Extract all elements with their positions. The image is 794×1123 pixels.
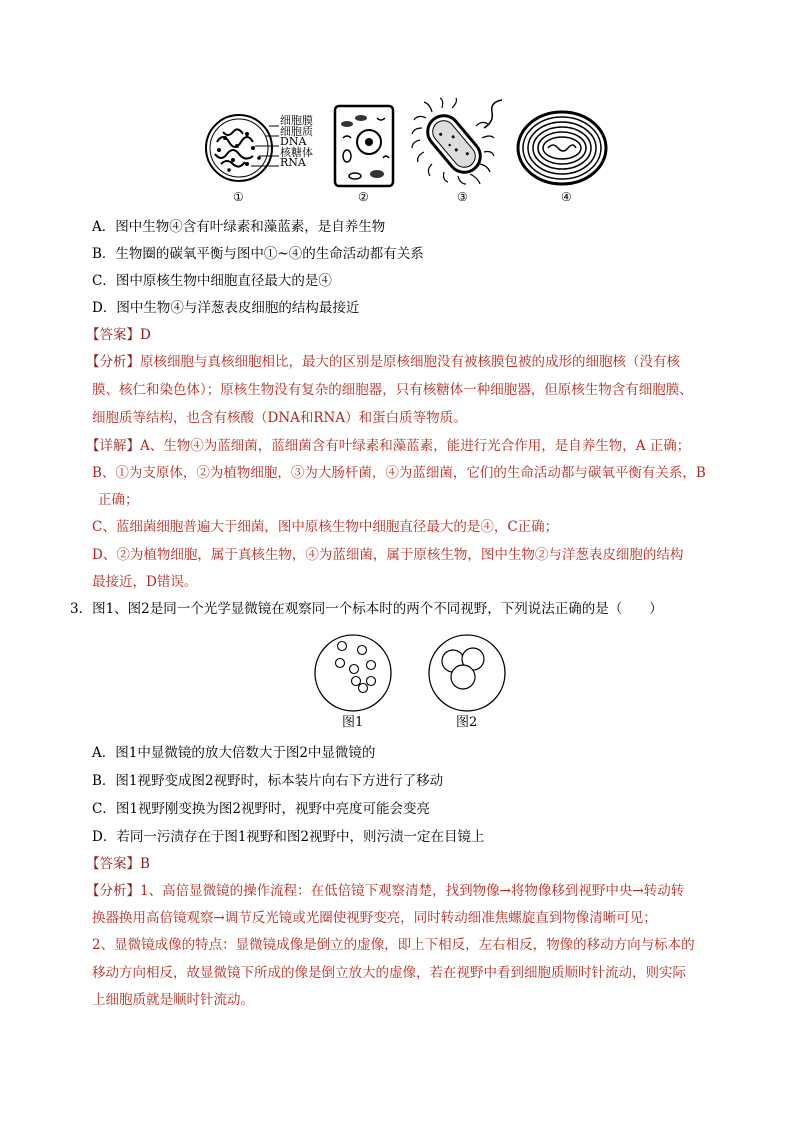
answer-tag: 【答案】 — [86, 327, 140, 343]
q2-detail-line-5: D、②为植物细胞，属于真核生物，④为蓝细菌，属于原核生物，图中生物②与洋葱表皮细胞的结构 — [92, 547, 684, 563]
bacterium-illustration — [412, 98, 504, 190]
q2-answer — [86, 323, 151, 343]
mycoplasma-illustration — [203, 112, 283, 192]
label-cell-membrane: 细胞膜 — [280, 114, 313, 127]
q2-detail-line-4: C、蓝细菌细胞普遍大于细菌，图中原核生物中细胞直径最大的是④，C正确； — [92, 519, 559, 535]
q2-detail-line-1 — [86, 434, 690, 454]
q3-analysis-line-4: 移动方向相反，故显微镜下所成的像是倒立放大的虚像，若在视野中看到细胞质顺时针流动，则实际 — [92, 965, 686, 981]
analysis-tag: 【分析】 — [86, 354, 140, 370]
view-1-caption: 图1 — [342, 715, 364, 730]
q2-detail-line-6: 最接近，D错误。 — [92, 574, 198, 590]
q3-analysis-line-5: 上细胞质就是顺时针流动。 — [92, 992, 254, 1008]
q2-option-b: B．生物圈的碳氧平衡与图中①~④的生命活动都有关系 — [92, 246, 424, 262]
label-cytoplasm: 细胞质 — [280, 124, 313, 138]
caption-2: ② — [358, 190, 369, 204]
view-2-illustration — [427, 633, 507, 713]
answer-value: D — [140, 327, 151, 343]
view-2-caption: 图2 — [456, 715, 478, 730]
answer-value: B — [140, 856, 150, 872]
q3-option-c: C．图1视野刚变换为图2视野时，视野中亮度可能会变亮 — [92, 801, 431, 817]
q2-detail-line-3: 正确； — [98, 492, 139, 508]
q2-detail-line-2: B、①为支原体，②为植物细胞，③为大肠杆菌，④为蓝细菌，它们的生命活动都与碳氧平衡有关系，B — [92, 465, 706, 481]
q3-analysis-line-3: 2、显微镜成像的特点：显微镜成像是倒立的虚像，即上下相反，左右相反，物像的移动方向与标本的 — [92, 937, 695, 953]
cell-structure-labels — [280, 116, 313, 169]
analysis-text: 原核细胞与真核细胞相比，最大的区别是原核细胞没有被核膜包被的成形的细胞核（没有核 — [140, 354, 680, 370]
q2-analysis-line-1 — [86, 350, 680, 370]
cyanobacterium-illustration — [516, 110, 608, 190]
q2-analysis-line-2: 膜、核仁和染色体）；原核生物没有复杂的细胞器，只有核糖体一种细胞器，但原核生物含有细胞膜、 — [92, 382, 693, 398]
analysis-text: 1、高倍显微镜的操作流程：在低倍镜下观察清楚，找到物像→将物像移到视野中央→转动转 — [140, 883, 685, 899]
q2-option-a: A．图中生物④含有叶绿素和藻蓝素，是自养生物 — [92, 219, 386, 235]
q3-option-b: B．图1视野变成图2视野时，标本装片向右下方进行了移动 — [92, 773, 444, 789]
q2-option-c: C．图中原核生物中细胞直径最大的是④ — [92, 273, 332, 289]
q3-analysis-line-2: 换器换用高倍镜观察→调节反光镜或光圈使视野变亮，同时转动细准焦螺旋直到物像清晰可见； — [92, 910, 657, 926]
q3-option-d: D．若同一污渍存在于图1视野和图2视野中，则污渍一定在目镜上 — [92, 829, 485, 845]
analysis-tag: 【分析】 — [86, 883, 140, 899]
q2-option-d: D．图中生物④与洋葱表皮细胞的结构最接近 — [92, 300, 360, 316]
q3-answer — [86, 852, 150, 872]
label-dna: DNA — [280, 135, 307, 148]
plant-cell-illustration — [333, 104, 397, 188]
caption-3: ③ — [457, 190, 468, 204]
answer-tag: 【答案】 — [86, 856, 140, 872]
caption-1: ① — [233, 190, 244, 204]
caption-4: ④ — [561, 190, 572, 204]
detail-text: A、生物④为蓝细菌，蓝细菌含有叶绿素和藻蓝素，能进行光合作用，是自养生物，A 正确； — [140, 438, 691, 454]
q3-analysis-line-1 — [86, 879, 684, 899]
detail-tag: 【详解】 — [86, 438, 140, 454]
label-rna: RNA — [280, 156, 306, 169]
view-1-illustration — [313, 633, 393, 713]
q3-stem: 3．图1、图2是同一个光学显微镜在观察同一个标本时的两个不同视野，下列说法正确的是（ ） — [70, 601, 663, 617]
q2-analysis-line-3: 细胞质等结构，也含有核酸（DNA和RNA）和蛋白质等物质。 — [92, 410, 467, 426]
q3-option-a: A．图1中显微镜的放大倍数大于图2中显微镜的 — [92, 745, 376, 761]
label-ribosome: 核糖体 — [280, 145, 313, 159]
